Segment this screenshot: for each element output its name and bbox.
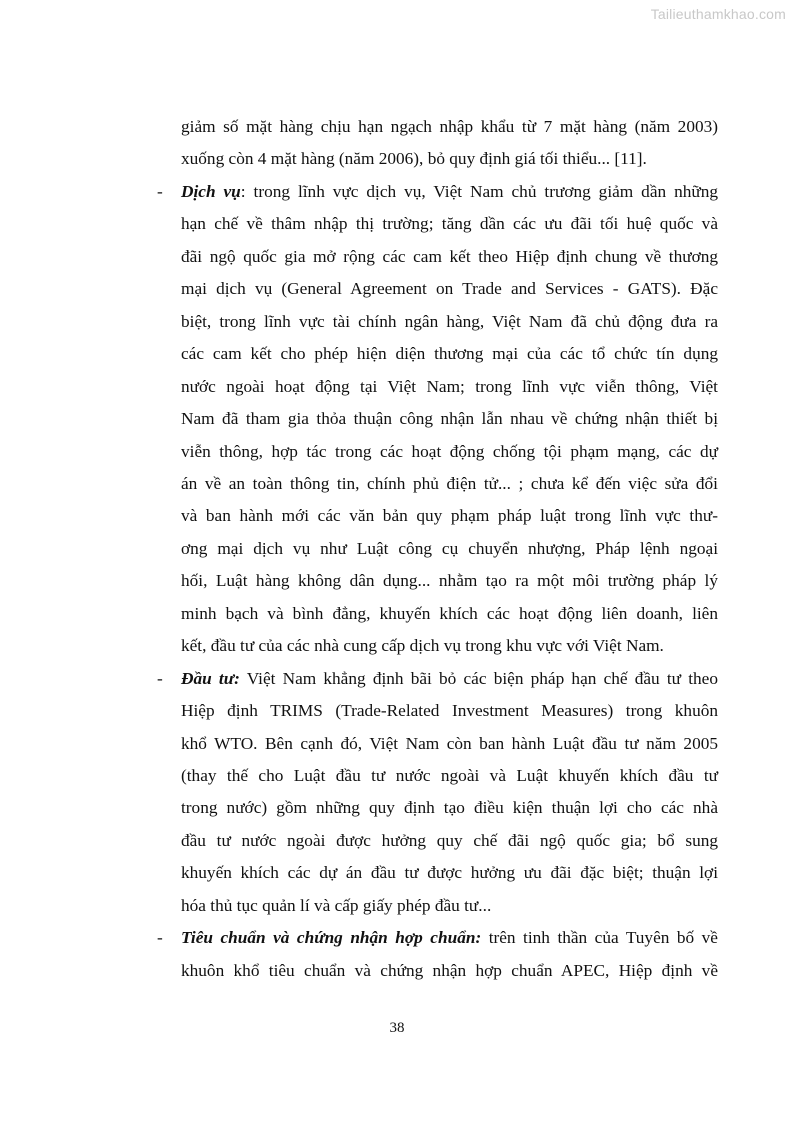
line-text: Việt Nam khẳng định bãi bỏ các biện pháp hạn chế đầu tư theo — [239, 669, 718, 688]
line-text: ơng mại dịch vụ như Luật công cụ chuyển nhượng, Pháp lệnh ngoại — [181, 539, 718, 558]
page-number: 38 — [389, 1020, 405, 1036]
text-line — [181, 312, 718, 332]
line-text: (thay thế cho Luật đầu tư nước ngoài và Luật khuyến khích đầu tư — [181, 766, 718, 785]
line-text: giảm số mặt hàng chịu hạn ngạch nhập khẩu từ 7 mặt hàng (năm 2003) — [181, 117, 718, 136]
line-text: viễn thông, hợp tác trong các hoạt động chống tội phạm mạng, các dự — [181, 442, 718, 461]
text-line — [181, 409, 718, 429]
line-text: các cam kết cho phép hiện diện thương mại của các tổ chức tín dụng — [181, 344, 718, 363]
text-line — [181, 149, 718, 169]
text-line — [181, 182, 718, 202]
line-text: khuyến khích các dự án đầu tư được hưởng ưu đãi đặc biệt; thuận lợi — [181, 863, 718, 882]
text-line — [181, 247, 718, 267]
section-heading: Dịch vụ — [181, 182, 241, 201]
text-line — [181, 539, 718, 559]
text-line — [181, 766, 718, 786]
text-line — [181, 636, 718, 656]
line-text: khuôn khổ tiêu chuẩn và chứng nhận hợp chuẩn APEC, Hiệp định về — [181, 961, 718, 980]
line-text: trên tinh thần của Tuyên bố về — [481, 928, 718, 947]
text-line — [181, 961, 718, 981]
text-line — [181, 377, 718, 397]
line-text: : trong lĩnh vực dịch vụ, Việt Nam chủ trương giảm dần những — [240, 182, 718, 201]
line-text: Hiệp định TRIMS (Trade-Related Investment Measures) trong khuôn — [181, 701, 718, 720]
text-line — [181, 571, 718, 591]
text-line — [181, 734, 718, 754]
line-text: trong nước) gồm những quy định tạo điều kiện thuận lợi cho các nhà — [181, 798, 718, 817]
line-text: nước ngoài hoạt động tại Việt Nam; trong lĩnh vực viễn thông, Việt — [181, 377, 718, 396]
line-text: khổ WTO. Bên cạnh đó, Việt Nam còn ban hành Luật đầu tư năm 2005 — [181, 734, 718, 753]
text-line — [181, 669, 718, 689]
text-line — [181, 604, 718, 624]
line-text: hối, Luật hàng không dân dụng... nhằm tạo ra một môi trường pháp lý — [181, 571, 718, 590]
line-text: đãi ngộ quốc gia mở rộng các cam kết theo Hiệp định chung về thương — [181, 247, 718, 266]
text-line — [181, 344, 718, 364]
bullet-dash: - — [157, 182, 163, 201]
text-line — [181, 117, 718, 137]
text-line — [181, 701, 718, 721]
text-line — [181, 474, 718, 494]
line-text: hạn chế về thâm nhập thị trường; tăng dần các ưu đãi tối huệ quốc và — [181, 214, 718, 233]
text-line — [181, 896, 718, 916]
line-text: án về an toàn thông tin, chính phủ điện tử... ; chưa kể đến việc sửa đổi — [181, 474, 718, 493]
line-text: mại dịch vụ (General Agreement on Trade and Services - GATS). Đặc — [181, 279, 718, 298]
line-text: kết, đầu tư của các nhà cung cấp dịch vụ trong khu vực với Việt Nam. — [181, 636, 664, 655]
bullet-dash: - — [157, 928, 163, 947]
line-text: đầu tư nước ngoài được hưởng quy chế đãi ngộ quốc gia; bổ sung — [181, 831, 718, 850]
line-text: xuống còn 4 mặt hàng (năm 2006), bỏ quy định giá tối thiểu... [11]. — [181, 149, 647, 168]
section-heading: Tiêu chuẩn và chứng nhận hợp chuẩn: — [181, 928, 482, 947]
text-line — [181, 831, 718, 851]
bullet-dash: - — [157, 669, 163, 688]
line-text: biệt, trong lĩnh vực tài chính ngân hàng, Việt Nam đã chủ động đưa ra — [181, 312, 718, 331]
text-line — [181, 798, 718, 818]
line-text: hóa thủ tục quản lí và cấp giấy phép đầu tư... — [181, 896, 492, 915]
text-line — [181, 928, 718, 948]
text-line — [181, 506, 718, 526]
line-text: Nam đã tham gia thỏa thuận công nhận lẫn nhau về chứng nhận thiết bị — [181, 409, 718, 428]
line-text: và ban hành mới các văn bản quy phạm pháp luật trong lĩnh vực thư- — [181, 506, 718, 525]
text-line — [181, 442, 718, 462]
text-line — [181, 279, 718, 299]
text-line — [181, 214, 718, 234]
text-line — [181, 863, 718, 883]
section-heading: Đầu tư: — [181, 669, 240, 688]
line-text: minh bạch và bình đẳng, khuyến khích các hoạt động liên doanh, liên — [181, 604, 718, 623]
watermark: Tailieuthamkhao.com — [650, 6, 786, 22]
